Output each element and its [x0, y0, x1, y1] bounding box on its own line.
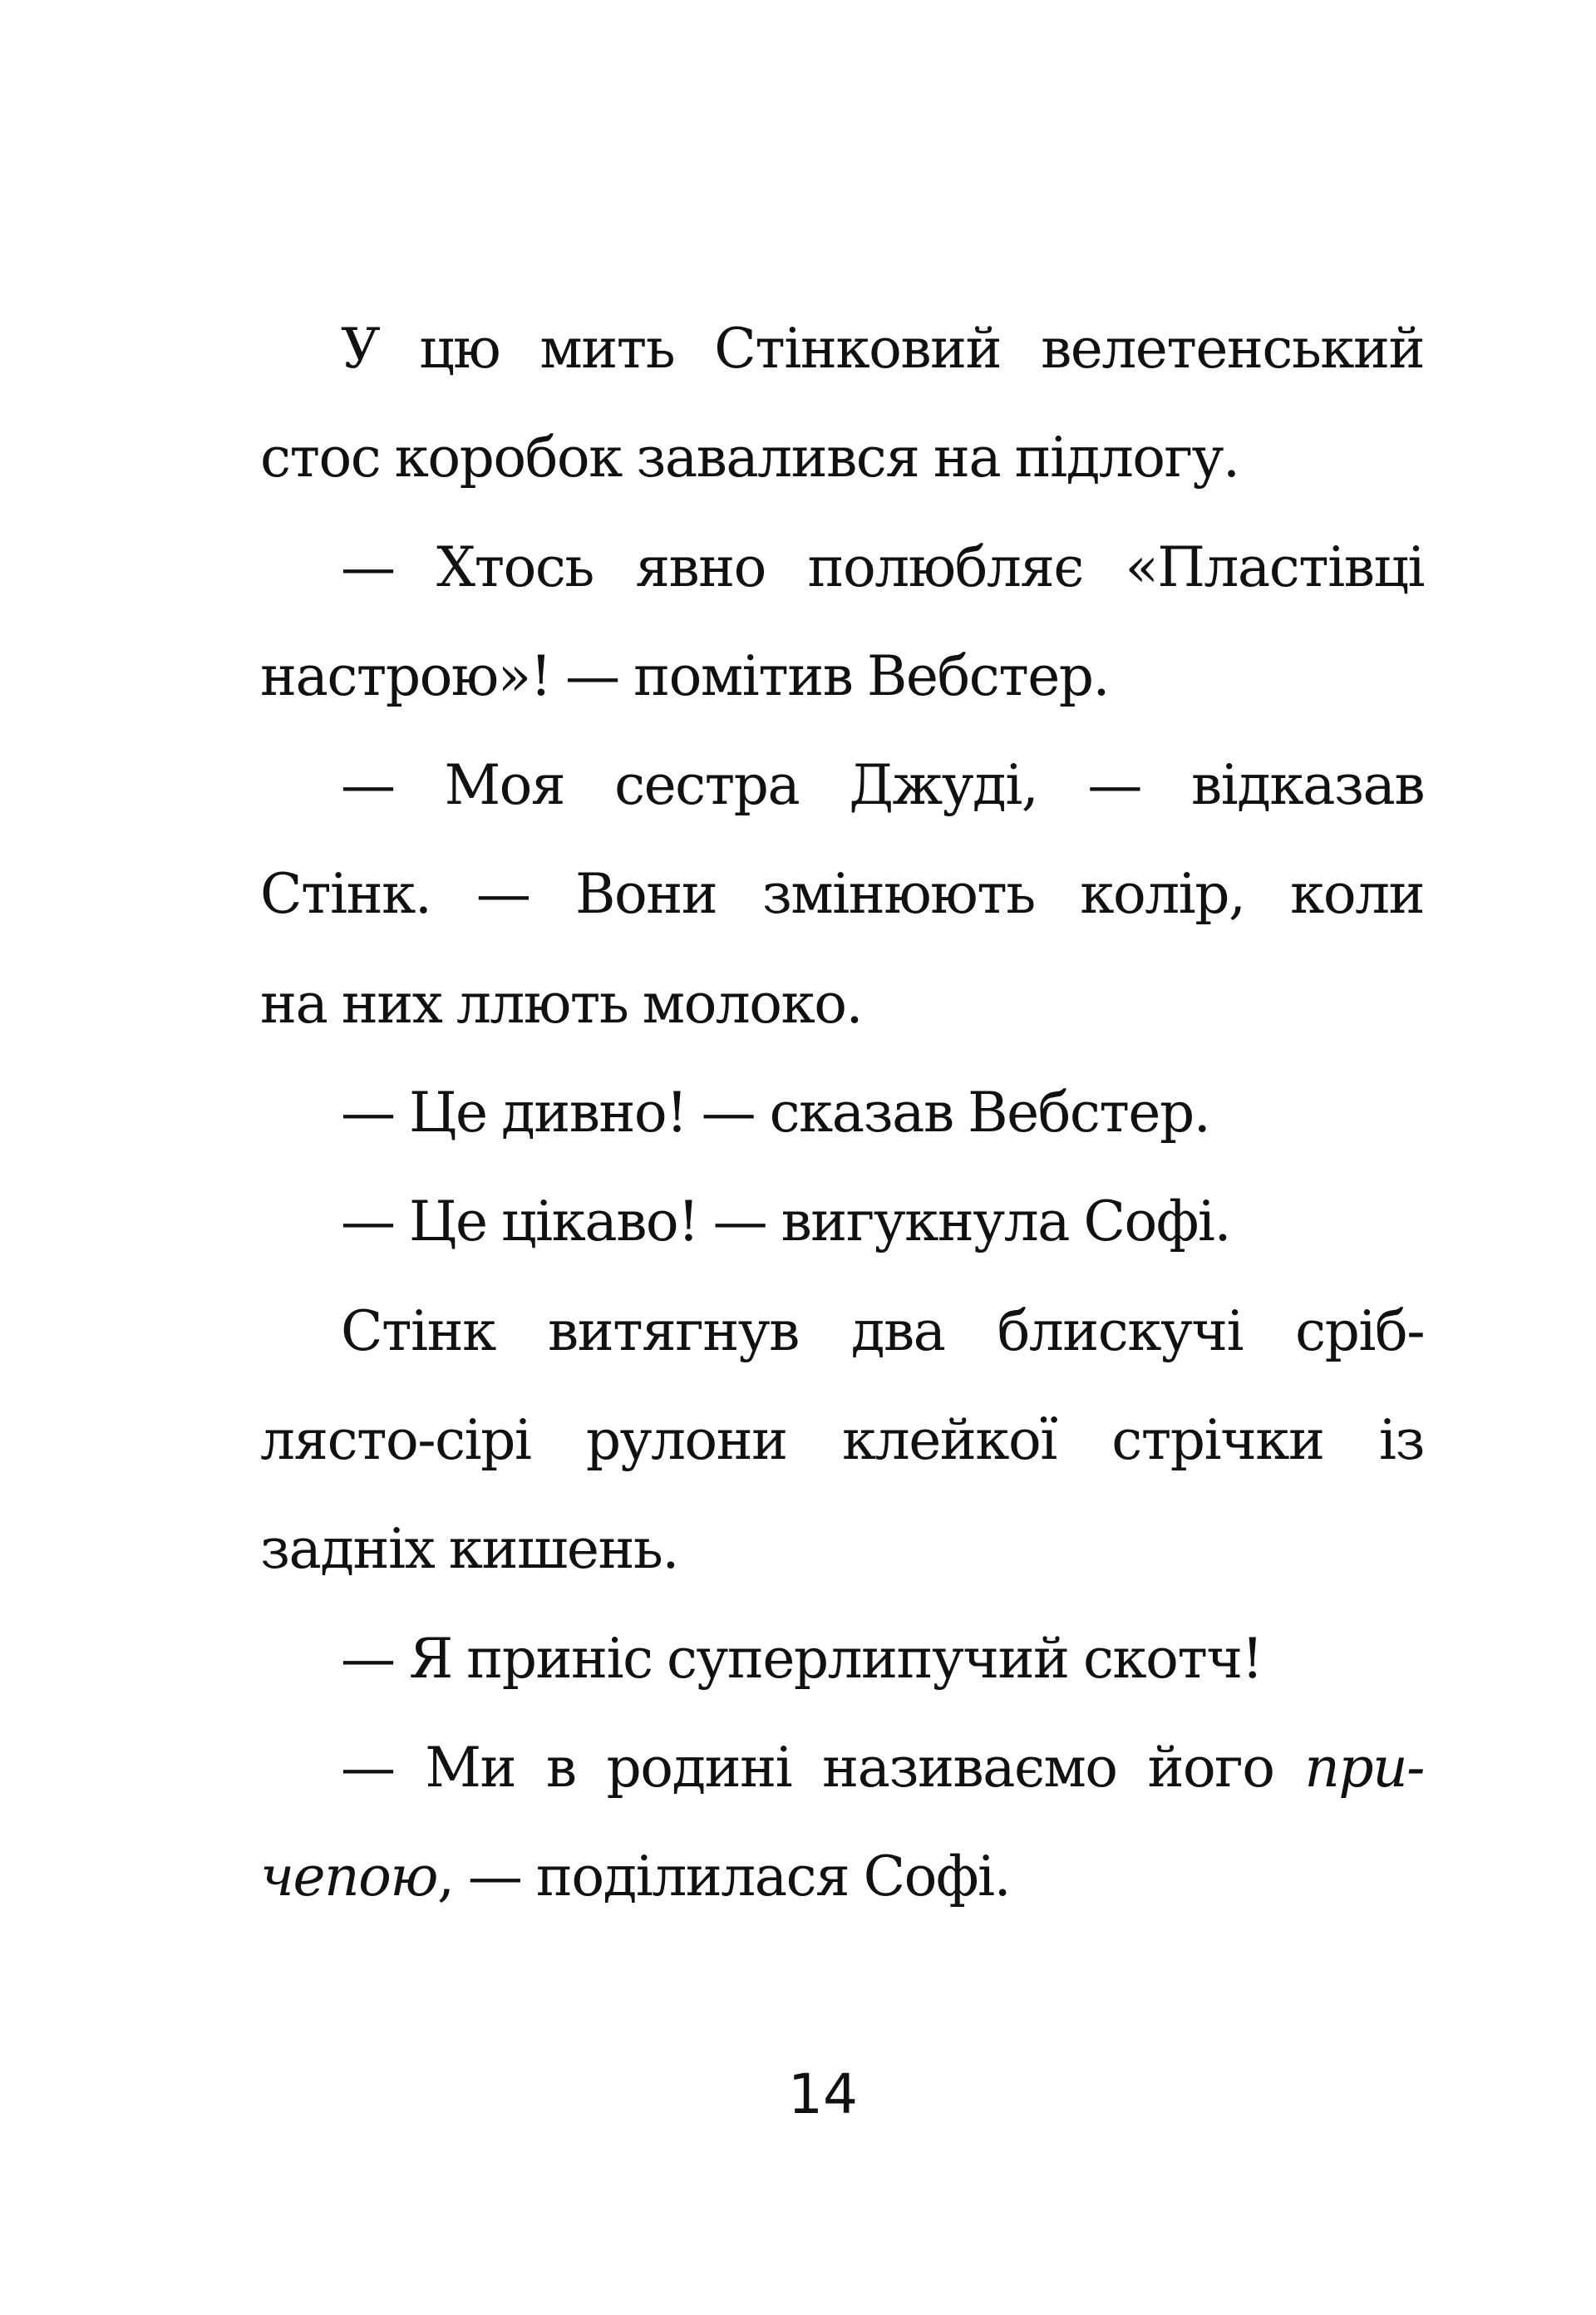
page-number: 14 [788, 2062, 858, 2126]
text-line: — Це цікаво! — вигукнула Софі. [341, 1190, 1230, 1254]
text-line: задніх кишень. [260, 1517, 678, 1582]
body-text [260, 294, 1424, 1931]
text-line: У цю мить Стінковий велетенський [341, 317, 1424, 381]
text-line [260, 1822, 1424, 1931]
text-line: Стінк. — Вони змінюють колір, коли [260, 862, 1424, 927]
text-line: — Моя сестра Джуді, — відказав [341, 753, 1424, 818]
text-line: стос коробок завалився на підлогу. [260, 426, 1239, 490]
text-segment: , — поділилася Софі. [436, 1845, 1011, 1909]
text-line: Стінк витягнув два блискучі сріб- [341, 1298, 1424, 1363]
text-segment: — Ми в родині називаємо його [341, 1735, 1305, 1800]
text-line: — Це дивно! — сказав Вебстер. [341, 1081, 1210, 1145]
italic-word: чепою [260, 1845, 437, 1909]
text-line: лясто-сірі рулони клейкої стрічки із [260, 1407, 1424, 1472]
text-line: настрою»! — помітив Вебстер. [260, 643, 1109, 708]
italic-word: при- [1304, 1735, 1424, 1800]
text-line: на них ллють молоко. [260, 971, 862, 1036]
text-line: — Хтось явно полюбляє «Пластівці [341, 534, 1424, 599]
text-line: — Я приніс суперлипучий скотч! [341, 1626, 1263, 1691]
text-line [260, 1713, 1424, 1822]
